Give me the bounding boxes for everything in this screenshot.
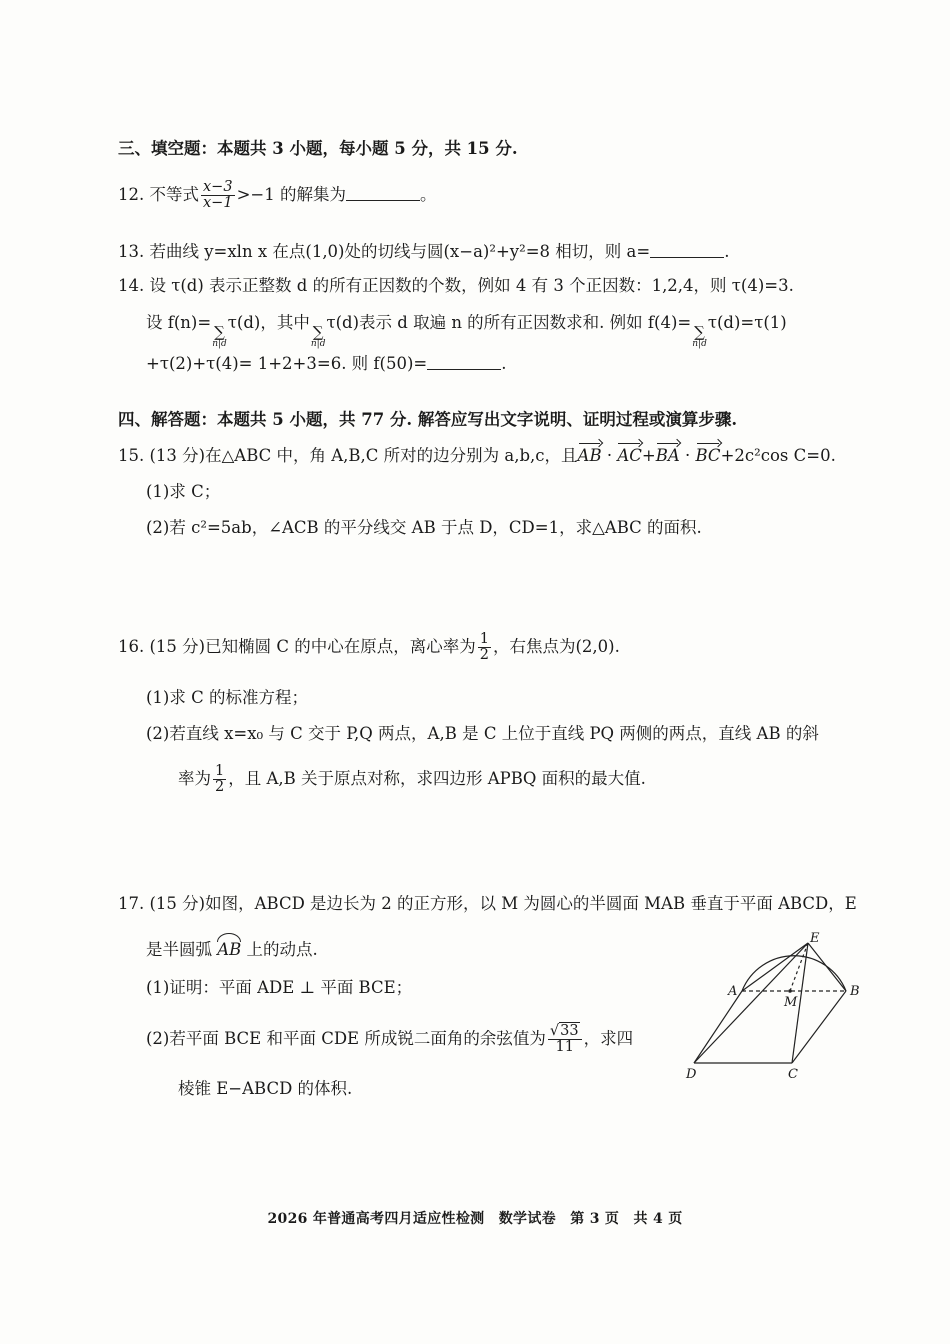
vector-ab: AB xyxy=(577,446,602,465)
q12-prefix: 12. 不等式 xyxy=(118,185,199,205)
sqrt-33: √33 xyxy=(549,1023,579,1039)
vector-bc: BC xyxy=(695,446,721,465)
q13-text: 13. 若曲线 y=xln x 在点(1,0)处的切线与圆(x−a)²+y²=8 相切，则 a= xyxy=(118,242,651,261)
q12-end: 。 xyxy=(419,185,437,205)
label-b: B xyxy=(850,984,860,999)
q12-fraction xyxy=(201,180,235,211)
edge-ea xyxy=(742,943,808,991)
q17-part2-b: ，求四 xyxy=(583,1029,634,1049)
q13-end: . xyxy=(724,242,730,261)
edge-eb xyxy=(808,943,846,991)
question-17-part1: (1)证明：平面 ADE ⊥ 平面 BCE； xyxy=(146,978,413,997)
q14-fn: 设 f(n)= xyxy=(146,313,212,332)
semicircle-arc xyxy=(742,956,846,991)
page-footer: 2026 年普通高考四月适应性检测 数学试卷 第 3 页 共 4 页 xyxy=(267,1211,683,1227)
edge-ad xyxy=(694,991,742,1063)
q17-part2-a: (2)若平面 BCE 和平面 CDE 所成锐二面角的余弦值为 xyxy=(146,1029,546,1049)
q14-text-c: τ(d)表示 d 取遍 n 的所有正因数求和. 例如 f(4)= xyxy=(326,313,692,332)
q13-answer-blank[interactable] xyxy=(650,243,724,258)
q14-text-b: τ(d)，其中 xyxy=(227,313,310,332)
question-16-stem xyxy=(118,632,620,663)
q14-answer-blank[interactable] xyxy=(427,355,501,370)
q17-stem2-b: 上的动点. xyxy=(246,940,318,959)
q12-suffix: >−1 的解集为 xyxy=(236,185,346,205)
pyramid-figure xyxy=(680,928,860,1088)
question-15-part2: (2)若 c²=5ab，∠ACB 的平分线交 AB 于点 D，CD=1，求△ABC 的面积. xyxy=(146,518,702,537)
label-a: A xyxy=(728,984,738,999)
q17-fraction: $\frac{√33}{11}$ xyxy=(548,1024,582,1055)
q14-line3-text: +τ(2)+τ(4)= 1+2+3=6. 则 f(50)= xyxy=(146,354,428,373)
question-17-part2-cont: 棱锥 E−ABCD 的体积. xyxy=(178,1079,353,1098)
question-15-part1: (1)求 C； xyxy=(146,482,221,501)
q15-stem-b: +2c²cos C=0. xyxy=(720,446,836,465)
question-14-line2 xyxy=(146,312,787,349)
question-17-stem2 xyxy=(146,939,318,960)
q14-end: . xyxy=(501,354,507,373)
q14-sum-2: ∑ n|d xyxy=(310,323,326,349)
section3-heading: 三、填空题：本题共 3 小题，每小题 5 分，共 15 分. xyxy=(118,139,518,158)
question-17-part2 xyxy=(146,1024,633,1055)
q12-numerator: x−3 xyxy=(203,179,233,195)
label-m: M xyxy=(784,995,798,1010)
q14-sum-3: ∑ n|d xyxy=(692,323,707,349)
q16-stem-b: ，右焦点为(2,0). xyxy=(492,637,620,657)
label-e: E xyxy=(810,931,820,946)
question-14-line1: 14. 设 τ(d) 表示正整数 d 的所有正因数的个数，例如 4 有 3 个正因数：1,2,4，则 τ(4)=3. xyxy=(118,276,794,295)
q16-part2-tail: ，且 A,B 关于原点对称，求四边形 APBQ 面积的最大值. xyxy=(228,769,646,789)
question-12 xyxy=(118,180,436,211)
q14-sum-1: ∑ n|d xyxy=(212,323,227,349)
label-d: D xyxy=(686,1067,697,1082)
arc-ab: AB xyxy=(217,940,242,959)
q16-slope-fraction: $\frac{1}{2}$ xyxy=(215,763,225,796)
q17-stem2-a: 是半圆弧 xyxy=(146,940,212,959)
vector-ac: AC xyxy=(617,446,642,465)
vector-ba: BA xyxy=(655,446,680,465)
question-16-part2-cont xyxy=(178,764,646,795)
question-17-stem: 17. (15 分)如图，ABCD 是边长为 2 的正方形，以 M 为圆心的半圆面 MAB 垂直于平面 ABCD，E xyxy=(118,894,857,913)
question-16-part1: (1)求 C 的标准方程； xyxy=(146,688,308,707)
q14-text-d: τ(d)=τ(1) xyxy=(707,313,787,332)
q16-fraction: $\frac{1}{2}$ xyxy=(479,631,489,664)
q12-denominator: x−1 xyxy=(203,195,233,212)
section4-heading: 四、解答题：本题共 5 小题，共 77 分. 解答应写出文字说明、证明过程或演算步骤. xyxy=(118,410,738,429)
question-14-line3 xyxy=(146,353,506,374)
point-m xyxy=(788,989,792,993)
question-15-stem: 15. (13 分)在△ABC 中，角 A,B,C 所对的边分别为 a,b,c，且AB · AC+BA · BC+2c²cos C=0. xyxy=(118,446,836,465)
label-c: C xyxy=(788,1067,798,1082)
q16-slope-label: 率为 xyxy=(178,769,211,789)
q12-answer-blank[interactable] xyxy=(346,186,420,201)
question-16-part2: (2)若直线 x=x₀ 与 C 交于 P,Q 两点，A,B 是 C 上位于直线 PQ 两侧的两点，直线 AB 的斜 xyxy=(146,724,819,743)
q15-stem-a: 15. (13 分)在△ABC 中，角 A,B,C 所对的边分别为 a,b,c，且 xyxy=(118,446,578,465)
q16-stem-a: 16. (15 分)已知椭圆 C 的中心在原点，离心率为 xyxy=(118,637,476,657)
question-13 xyxy=(118,241,729,262)
